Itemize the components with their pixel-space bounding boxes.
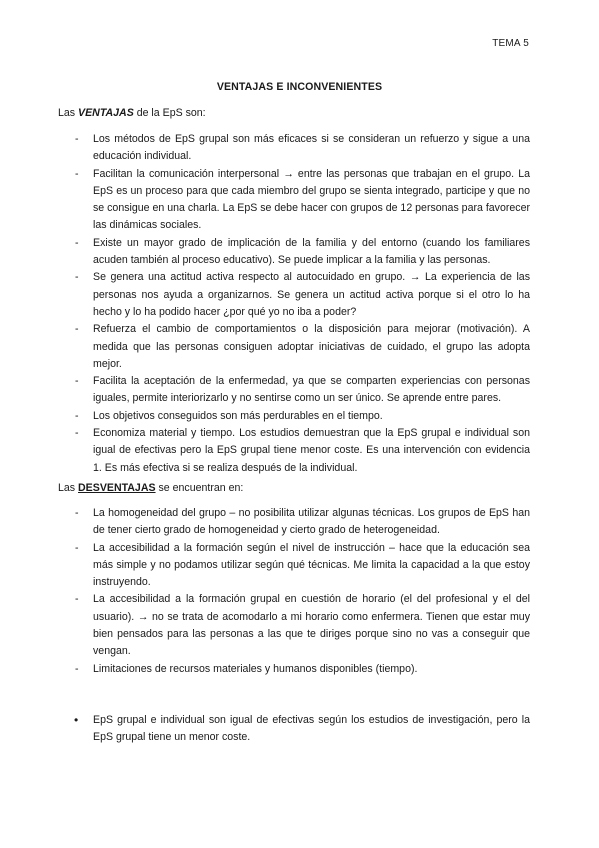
ventajas-item-text: Los objetivos conseguidos son más perdurables en el tiempo. [93,409,383,422]
ventajas-list-item [58,235,530,270]
desventajas-intro-pre: Las [58,482,79,494]
ventajas-list [58,131,530,477]
desventajas-intro-post: se encuentran en: [155,482,244,494]
ventajas-intro [58,107,206,119]
dash-marker: - [75,133,79,145]
ventajas-item-text: Existe un mayor grado de implicación de la familia y del entorno (cuando los familiares acuden también al proceso educativo). Se puede implicar a la familia y las personas. [93,236,530,267]
ventajas-item-text: Se genera una actitud activa respecto al autocuidado en grupo. → La experiencia de las personas nos ayuda a organizarnos. Se genera un actitud activa porque si el otro lo ha hecho y lo ha podido hacer ¿por qué yo no iba a poder? [93,271,530,318]
desventajas-item-text: La homogeneidad del grupo – no posibilita utilizar algunas técnicas. Los grupos de EpS han de tener cierto grado de homogeneidad y cierto grado de heterogeneidad. [93,507,530,537]
dash-marker: - [75,541,79,554]
desventajas-item-text: Limitaciones de recursos materiales y humanos disponibles (tiempo). [93,662,418,675]
desventajas-keyword: DESVENTAJAS [78,482,156,494]
dash-marker: - [75,375,79,388]
ventajas-list-item [58,408,530,425]
ventajas-item-text: Refuerza el cambio de comportamientos o la disposición para mejorar (motivación). A medida que las personas consiguen adoptar iniciativas de cuidado, el grupo las adopta mejor. [93,323,530,370]
dash-marker: - [75,593,79,606]
ventajas-item-text: Economiza material y tiempo. Los estudios demuestran que la EpS grupal e individual son igual de efectivas pero la EpS grupal tiene menor coste. Es una intervención con evidencia 1. Es más efectiva si se realiza después de la individual. [93,427,530,474]
summary-bullet-list [58,712,530,747]
dash-marker: - [75,507,79,519]
ventajas-list-item [58,373,530,408]
desventajas-item-text: La accesibilidad a la formación según el nivel de instrucción – hace que la educación sea más simple y no podamos utilizar según qué técnicas. Me limita la capacidad a la que estoy instruyendo. [93,541,530,589]
ventajas-list-item [58,425,530,477]
desventajas-list-item [58,540,530,592]
desventajas-intro [58,482,243,494]
ventajas-item-text: Facilita la aceptación de la enfermedad, ya que se comparten experiencias con personas iguales, permite interiorizarlo y no sentirse como un ser único. Se aprende entre pares. [93,375,530,405]
ventajas-list-item [58,321,530,373]
desventajas-list-item [58,505,530,540]
summary-bullet-item [58,712,530,747]
ventajas-list-item [58,269,530,321]
dash-marker: - [75,271,79,284]
desventajas-item-text: La accesibilidad a la formación grupal en cuestión de horario (el del profesional y el del usuario). → no se trata de acomodarlo a mi horario como enfermera. Tienen que estar muy bien pensados para las personas a las que te diriges porque sino no vas a conseguir que vengan. [93,593,530,658]
dash-marker: - [75,323,79,336]
page-title: VENTAJAS E INCONVENIENTES [216,81,383,93]
ventajas-list-item [58,166,530,235]
desventajas-list-item [58,591,530,660]
dash-marker: - [75,167,79,180]
dash-marker: - [75,409,79,422]
desventajas-list-item [58,661,530,678]
dash-marker: - [75,236,79,249]
ventajas-list-item [58,131,530,166]
dash-marker: - [75,427,79,440]
bullet-marker: • [74,713,79,727]
desventajas-list [58,505,530,678]
ventajas-item-text: Facilitan la comunicación interpersonal → entre las personas que trabajan en el grupo. La EpS es un proceso para que cada miembro del grupo se sienta integrado, participe y que no se consigue en una charla. La EpS se debe hacer con grupos de 12 personas para favorecer las dinámicas sociales. [93,167,530,232]
ventajas-keyword: VENTAJAS [78,107,134,119]
ventajas-intro-post: de la EpS son: [133,107,206,119]
summary-bullet-text: EpS grupal e individual son igual de efectivas según los estudios de investigación, pero la EpS grupal tiene un menor coste. [93,714,530,744]
dash-marker: - [75,662,79,675]
header-tema-label: TEMA 5 [492,38,529,49]
ventajas-item-text: Los métodos de EpS grupal son más eficaces si se consideran un refuerzo y sigue a una educación individual. [93,133,530,163]
ventajas-intro-pre: Las [58,107,79,119]
